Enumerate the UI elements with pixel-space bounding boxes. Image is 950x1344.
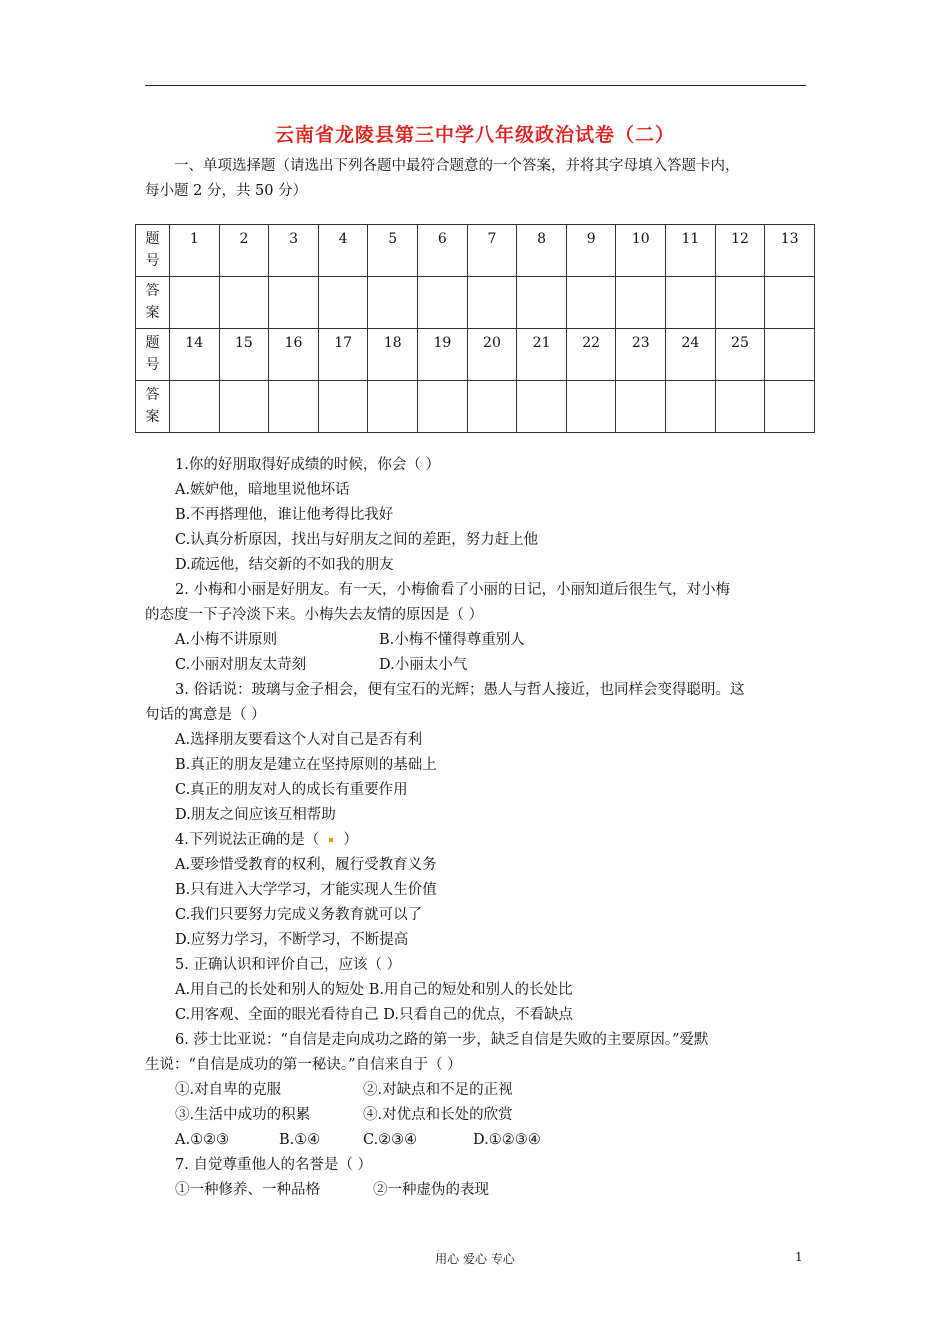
answer-cell[interactable] xyxy=(418,381,468,433)
number-cell: 7 xyxy=(467,225,517,277)
question-4-option-d: D.应努力学习，不断学习，不断提高 xyxy=(175,932,409,948)
question-7-stem: 7. 自觉尊重他人的名誉是（ ） xyxy=(175,1157,373,1173)
question-1-option-c: C.认真分析原因，找出与好朋友之间的差距，努力赶上他 xyxy=(175,532,539,548)
question-6-statement-4: ④.对优点和长处的欣赏 xyxy=(363,1107,513,1123)
instructions-line-1: 一、单项选择题（请选出下列各题中最符合题意的一个答案，并将其字母填入答题卡内， xyxy=(174,158,740,174)
number-cell: 24 xyxy=(666,329,716,381)
answer-cell[interactable] xyxy=(368,277,418,329)
question-6-statement-1: ①.对自卑的克服 xyxy=(175,1082,282,1098)
number-cell: 12 xyxy=(715,225,765,277)
number-cell: 2 xyxy=(219,225,269,277)
table-row-answers-1 xyxy=(136,277,815,329)
answer-cell[interactable] xyxy=(765,277,815,329)
question-7-statement-1: ①一种修养、一种品格 xyxy=(175,1182,320,1198)
answer-cell[interactable] xyxy=(318,381,368,433)
table-row-answers-2 xyxy=(136,381,815,433)
label-cell: 题 号 xyxy=(136,225,170,277)
footer-motto: 用心 爱心 专心 xyxy=(435,1252,515,1266)
question-7-statements xyxy=(145,1178,807,1203)
answer-cell[interactable] xyxy=(517,381,567,433)
table-row-numbers-2 xyxy=(136,329,815,381)
number-cell: 8 xyxy=(517,225,567,277)
question-5-options-ab: A.用自己的长处和别人的短处 B.用自己的短处和别人的长处比 xyxy=(175,982,573,998)
answer-cell[interactable] xyxy=(368,381,418,433)
number-cell: 18 xyxy=(368,329,418,381)
answer-cell[interactable] xyxy=(269,277,319,329)
answer-cell[interactable] xyxy=(517,277,567,329)
stray-dot-mark xyxy=(329,838,333,842)
instructions-line-2: 每小题 2 分，共 50 分） xyxy=(145,183,308,199)
question-4-option-b: B.只有进入大学学习，才能实现人生价值 xyxy=(175,882,437,898)
answer-table xyxy=(135,224,815,433)
question-6-statements-34 xyxy=(145,1103,807,1128)
question-1-option-b: B.不再搭理他，谁让他考得比我好 xyxy=(175,507,394,523)
page-number: 1 xyxy=(795,1250,803,1264)
answer-cell[interactable] xyxy=(170,381,220,433)
number-cell: 25 xyxy=(715,329,765,381)
answer-cell[interactable] xyxy=(170,277,220,329)
page-title: 云南省龙陵县第三中学八年级政治试卷（二） xyxy=(274,124,675,146)
question-2-stem-line-1: 2. 小梅和小丽是好朋友。有一天，小梅偷看了小丽的日记，小丽知道后很生气，对小梅 xyxy=(175,582,730,598)
number-cell: 14 xyxy=(170,329,220,381)
question-2-options-cd xyxy=(145,653,807,678)
question-5-options-cd: C.用客观、全面的眼光看待自己 D.只看自己的优点，不看缺点 xyxy=(175,1007,574,1023)
answer-cell[interactable] xyxy=(616,381,666,433)
question-3-stem-line-1: 3. 俗话说：玻璃与金子相会，便有宝石的光辉；愚人与哲人接近，也同样会变得聪明。这 xyxy=(175,682,745,698)
question-3-stem-line-2: 句话的寓意是（ ） xyxy=(145,707,266,723)
question-5-stem: 5. 正确认识和评价自己，应该（ ） xyxy=(175,957,402,973)
answer-cell[interactable] xyxy=(418,277,468,329)
answer-cell[interactable] xyxy=(566,381,616,433)
question-6-option-b: B.①④ xyxy=(279,1132,321,1148)
header-rule xyxy=(145,85,806,86)
answer-cell[interactable] xyxy=(219,381,269,433)
question-6-options xyxy=(145,1128,807,1153)
question-6-statement-2: ②.对缺点和不足的正视 xyxy=(363,1082,513,1098)
section-instructions xyxy=(145,154,807,204)
question-2-option-c: C.小丽对朋友太苛刻 xyxy=(175,657,307,673)
number-cell: 19 xyxy=(418,329,468,381)
question-4-option-c: C.我们只要努力完成义务教育就可以了 xyxy=(175,907,423,923)
question-7-statement-2: ②一种虚伪的表现 xyxy=(373,1182,489,1198)
answer-cell[interactable] xyxy=(219,277,269,329)
number-cell: 21 xyxy=(517,329,567,381)
number-cell: 22 xyxy=(566,329,616,381)
question-3-option-d: D.朋友之间应该互相帮助 xyxy=(175,807,336,823)
answer-cell[interactable] xyxy=(715,277,765,329)
number-cell: 16 xyxy=(269,329,319,381)
label-cell: 答 案 xyxy=(136,381,170,433)
answer-cell[interactable] xyxy=(318,277,368,329)
question-1-option-a: A.嫉妒他，暗地里说他坏话 xyxy=(175,482,350,498)
answer-cell[interactable] xyxy=(666,277,716,329)
number-cell: 17 xyxy=(318,329,368,381)
number-cell: 10 xyxy=(616,225,666,277)
number-cell: 20 xyxy=(467,329,517,381)
answer-cell[interactable] xyxy=(666,381,716,433)
question-3-option-a: A.选择朋友要看这个人对自己是否有利 xyxy=(175,732,423,748)
answer-cell[interactable] xyxy=(616,277,666,329)
number-cell: 1 xyxy=(170,225,220,277)
question-list xyxy=(145,453,807,1203)
question-6-option-d: D.①②③④ xyxy=(473,1132,541,1148)
number-cell: 9 xyxy=(566,225,616,277)
answer-cell[interactable] xyxy=(715,381,765,433)
label-cell: 答 案 xyxy=(136,277,170,329)
question-2-option-a: A.小梅不讲原则 xyxy=(175,632,278,648)
question-2-stem-line-2: 的态度一下子冷淡下来。小梅失去友情的原因是（ ） xyxy=(145,607,484,623)
number-cell: 11 xyxy=(666,225,716,277)
question-4-stem: 4.下列说法正确的是（ ） xyxy=(175,832,358,848)
question-2-options-ab xyxy=(145,628,807,653)
number-cell: 13 xyxy=(765,225,815,277)
question-1-option-d: D.疏远他，结交新的不如我的朋友 xyxy=(175,557,394,573)
question-1-stem: 1.你的好朋取得好成绩的时候，你会（ ） xyxy=(175,457,440,473)
label-cell: 题 号 xyxy=(136,329,170,381)
question-2-option-b: B.小梅不懂得尊重别人 xyxy=(379,632,525,648)
answer-cell[interactable] xyxy=(467,381,517,433)
table-row-numbers-1 xyxy=(136,225,815,277)
question-4-option-a: A.要珍惜受教育的权利，履行受教育义务 xyxy=(175,857,437,873)
number-cell: 4 xyxy=(318,225,368,277)
answer-cell[interactable] xyxy=(269,381,319,433)
question-3-option-b: B.真正的朋友是建立在坚持原则的基础上 xyxy=(175,757,437,773)
question-6-statements-12 xyxy=(145,1078,807,1103)
answer-cell[interactable] xyxy=(765,381,815,433)
number-cell: 5 xyxy=(368,225,418,277)
number-cell xyxy=(765,329,815,381)
question-2-option-d: D.小丽太小气 xyxy=(379,657,468,673)
question-6-statement-3: ③.生活中成功的积累 xyxy=(175,1107,311,1123)
number-cell: 23 xyxy=(616,329,666,381)
question-6-stem-line-2: 生说：“自信是成功的第一秘诀。”自信来自于（ ） xyxy=(145,1057,462,1073)
question-6-option-c: C.②③④ xyxy=(363,1132,418,1148)
answer-cell[interactable] xyxy=(566,277,616,329)
number-cell: 3 xyxy=(269,225,319,277)
answer-cell[interactable] xyxy=(467,277,517,329)
question-3-option-c: C.真正的朋友对人的成长有重要作用 xyxy=(175,782,408,798)
question-6-option-a: A.①②③ xyxy=(175,1132,230,1148)
number-cell: 15 xyxy=(219,329,269,381)
number-cell: 6 xyxy=(418,225,468,277)
question-6-stem-line-1: 6. 莎士比亚说：“自信是走向成功之路的第一步，缺乏自信是失败的主要原因。”爱默 xyxy=(175,1032,709,1048)
